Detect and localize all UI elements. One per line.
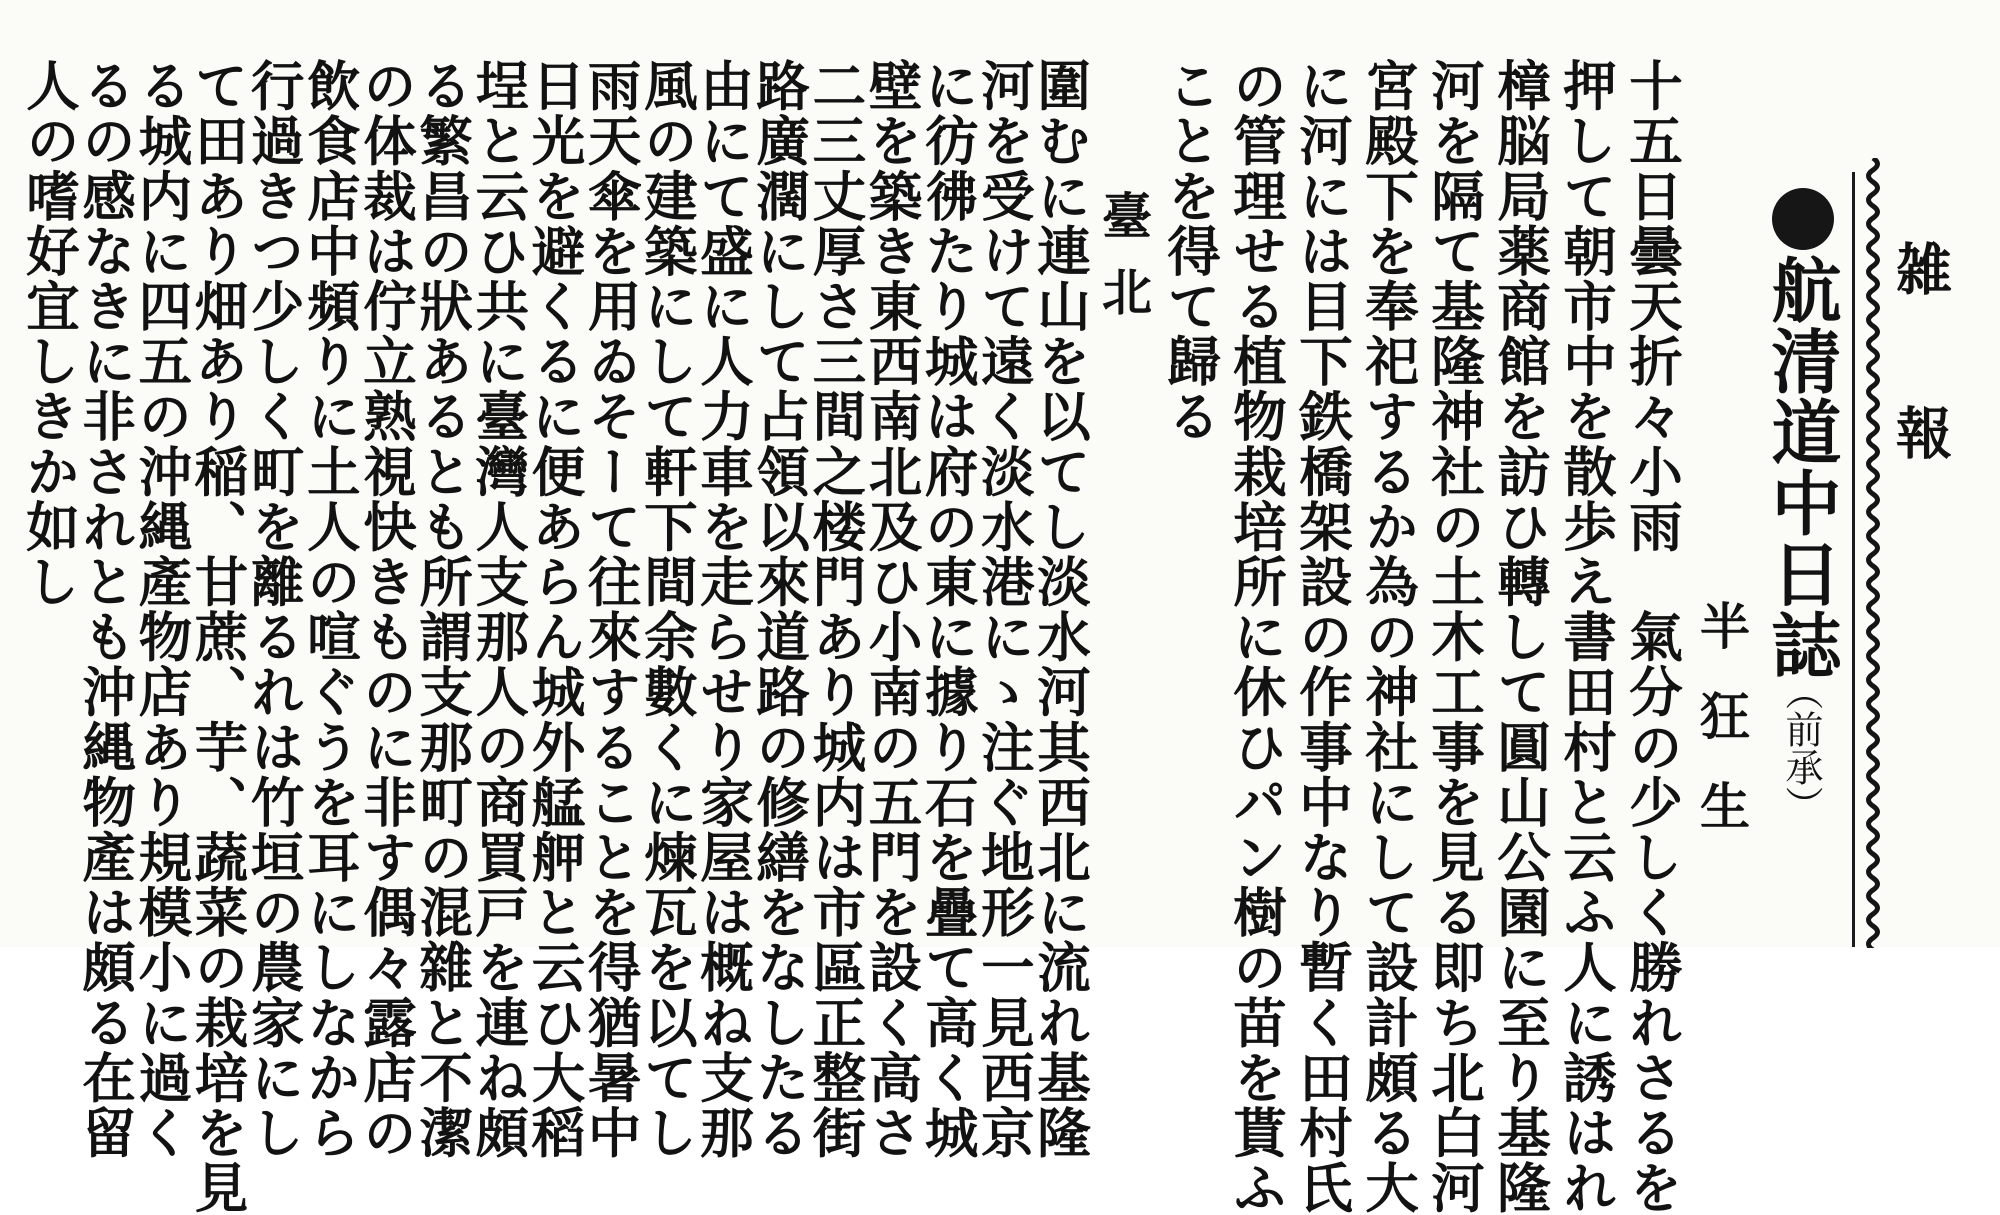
body-column: 埕と云ひ共に臺灣人支那人の商買戸を連ね頗 xyxy=(466,58,530,1160)
section-title: 雑報 xyxy=(1887,240,1953,568)
body-column: 風の建築にして軒下間余數くに煉瓦を以てし xyxy=(635,58,699,1160)
body-column: に河には目下鉄橋架設の作事中なり暫く田村氏 xyxy=(1290,58,1354,1215)
body-column: る繁昌の狀あるとも所謂支那町の混雜と不潔 xyxy=(410,58,474,1160)
body-column: 由にて盛に人力車を走らせり家屋は概ね支那 xyxy=(691,58,755,1160)
continuation-note: （前承） xyxy=(1779,672,1823,824)
body-column: 人の嗜好宜しきか如し xyxy=(17,58,81,609)
title-bullet-icon xyxy=(1772,188,1834,250)
body-column: ことを得て歸る xyxy=(1158,58,1222,444)
body-column: 十五日曇天折々小雨 氣分の少しく勝れさるを xyxy=(1620,58,1684,1215)
body-column: 二三丈厚さ三間之楼門あり城内は市區正整街 xyxy=(803,58,867,1160)
body-column: 日光を避くるに便あらん城外艋舺と云ひ大稻 xyxy=(523,58,586,1160)
body-column: 雨天傘を用ゐそーて往來することを得猶暑中 xyxy=(579,58,643,1160)
body-column: 河を受けて遠く淡水港にゝ注ぐ地形一見西京 xyxy=(972,58,1036,1160)
body-column: 樟脳局薬商館を訪ひ轉して圓山公園に至り基隆 xyxy=(1488,58,1552,1215)
body-column: の体裁は佇立熟視快きものに非す偶々露店の xyxy=(354,58,418,1160)
body-column: 飲食店中頻りに土人の喧ぐうを耳にしなから xyxy=(298,58,362,1160)
column-rule xyxy=(1852,172,1855,947)
article-title: 航清道中日誌 xyxy=(1760,254,1843,680)
body-column: 河を隔て基隆神社の土木工事を見る即ち北白河 xyxy=(1422,58,1486,1215)
body-column: 宮殿下を奉祀するか為の神社にして設計頗る大 xyxy=(1356,58,1420,1215)
section-subheading: 臺北 xyxy=(1094,190,1153,342)
article-author: 半狂生 xyxy=(1692,600,1751,870)
body-column: に彷彿たり城は府の東に據り石を疊て高く城 xyxy=(916,58,980,1160)
body-column: る城内に四五の沖縄產物店あり規模小に過く xyxy=(129,58,193,1160)
body-column: るの感なきに非されとも沖縄物產は頗る在留 xyxy=(73,58,137,1160)
body-column: 壁を築き東西南北及ひ小南の五門を設く高さ xyxy=(860,58,923,1160)
body-column: 行過きつ少しく町を離るれは竹垣の農家にし xyxy=(242,58,306,1160)
body-column: て田あり畑あり稲、甘蔗、芋、蔬菜の栽培を見 xyxy=(186,58,249,1215)
body-column: 圍むに連山を以てし淡水河其西北に流れ基隆 xyxy=(1028,58,1092,1160)
body-column: の管理せる植物栽培所に休ひパン樹の苗を貰ふ xyxy=(1224,58,1288,1215)
body-column: 押して朝市中を散歩え書田村と云ふ人に誘はれ xyxy=(1554,58,1618,1215)
body-column: 路廣濶にして占領以來道路の修繕をなしたる xyxy=(747,58,811,1160)
wavy-border-ornament xyxy=(1859,158,1887,948)
